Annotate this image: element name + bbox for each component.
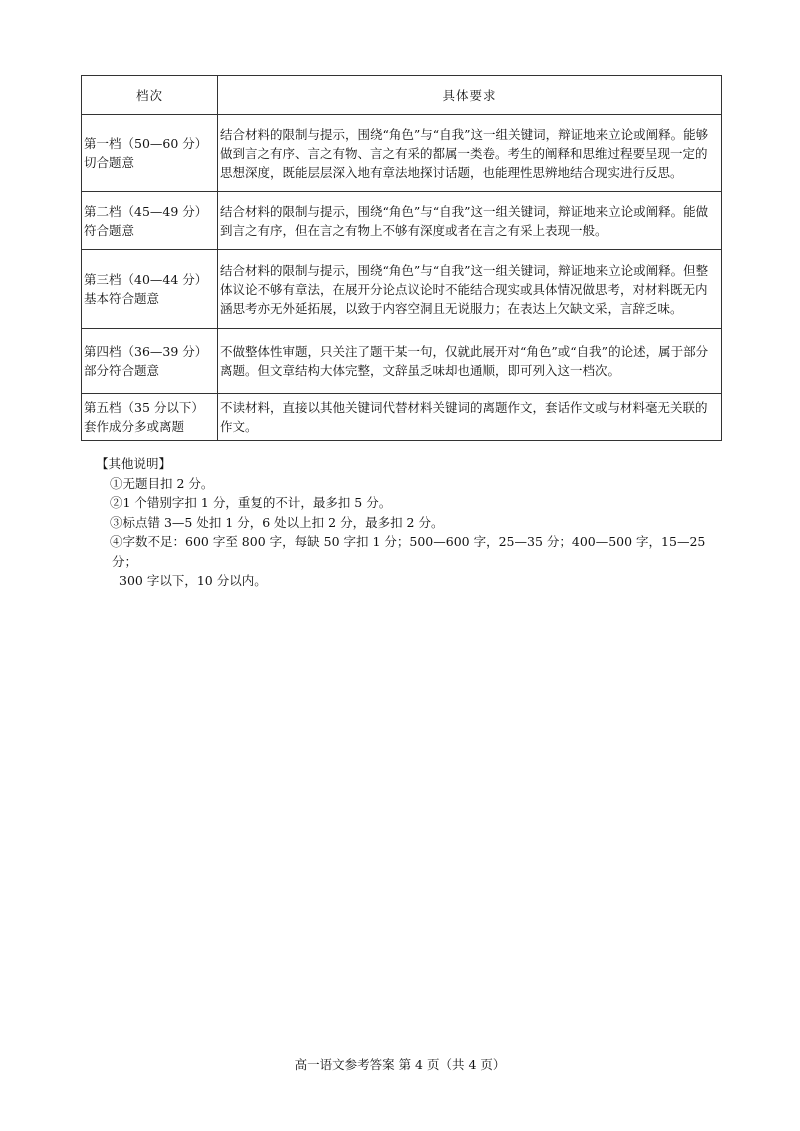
header-requirement: 具体要求 (218, 76, 722, 115)
requirement-cell: 不做整体性审题，只关注了题干某一句，仅就此展开对“角色”或“自我”的论述，属于部分离题。但文章结构大体完整，文辞虽乏味却也通顺，即可列入这一档次。 (218, 329, 722, 394)
table-row (82, 250, 722, 329)
table-row (82, 115, 722, 192)
table-row (82, 192, 722, 250)
level-cell: 第二档（45—49 分）符合题意 (82, 192, 218, 250)
notes-section (88, 454, 728, 591)
page-footer: 高一语文参考答案 第 4 页（共 4 页） (294, 1057, 506, 1072)
requirement-cell: 结合材料的限制与提示，围绕“角色”与“自我”这一组关键词，辩证地来立论或阐释。能做到言之有序，但在言之有物上不够有深度或者在言之有采上表现一般。 (218, 192, 722, 250)
notes-title: 【其他说明】 (96, 456, 172, 471)
note-item: ④字数不足：600 字至 800 字，每缺 50 字扣 1 分；500—600 字，25—35 分；400—500 字，15—25 分； (110, 534, 706, 569)
level-cell: 第五档（35 分以下）套作成分多或离题 (82, 394, 218, 441)
table-row (82, 394, 722, 441)
note-item-continuation: 300 字以下，10 分以内。 (119, 573, 267, 588)
requirement-cell: 不读材料，直接以其他关键词代替材料关键词的离题作文，套话作文或与材料毫无关联的作文。 (218, 394, 722, 441)
header-level: 档次 (82, 76, 218, 115)
note-item: ②1 个错别字扣 1 分，重复的不计，最多扣 5 分。 (110, 495, 392, 510)
requirement-cell: 结合材料的限制与提示，围绕“角色”与“自我”这一组关键词，辩证地来立论或阐释。能够做到言之有序、言之有物、言之有采的都属一类卷。考生的阐释和思维过程要呈现一定的思想深度，既能层层深入地有章法地探讨话题，也能理性思辨地结合现实进行反思。 (218, 115, 722, 192)
table-row (82, 329, 722, 394)
level-cell: 第三档（40—44 分）基本符合题意 (82, 250, 218, 329)
requirement-cell: 结合材料的限制与提示，围绕“角色”与“自我”这一组关键词，辩证地来立论或阐释。但整体议论不够有章法，在展开分论点议论时不能结合现实或具体情况做思考，对材料既无内涵思考亦无外延拓展，以致于内容空洞且无说服力；在表达上欠缺文采，言辞乏味。 (218, 250, 722, 329)
table-header-row (82, 76, 722, 115)
level-cell: 第四档（36—39 分）部分符合题意 (82, 329, 218, 394)
note-item: ③标点错 3—5 处扣 1 分，6 处以上扣 2 分，最多扣 2 分。 (110, 514, 444, 530)
level-cell: 第一档（50—60 分）切合题意 (82, 115, 218, 192)
grading-table (81, 75, 722, 441)
note-item: ①无题目扣 2 分。 (110, 475, 214, 491)
